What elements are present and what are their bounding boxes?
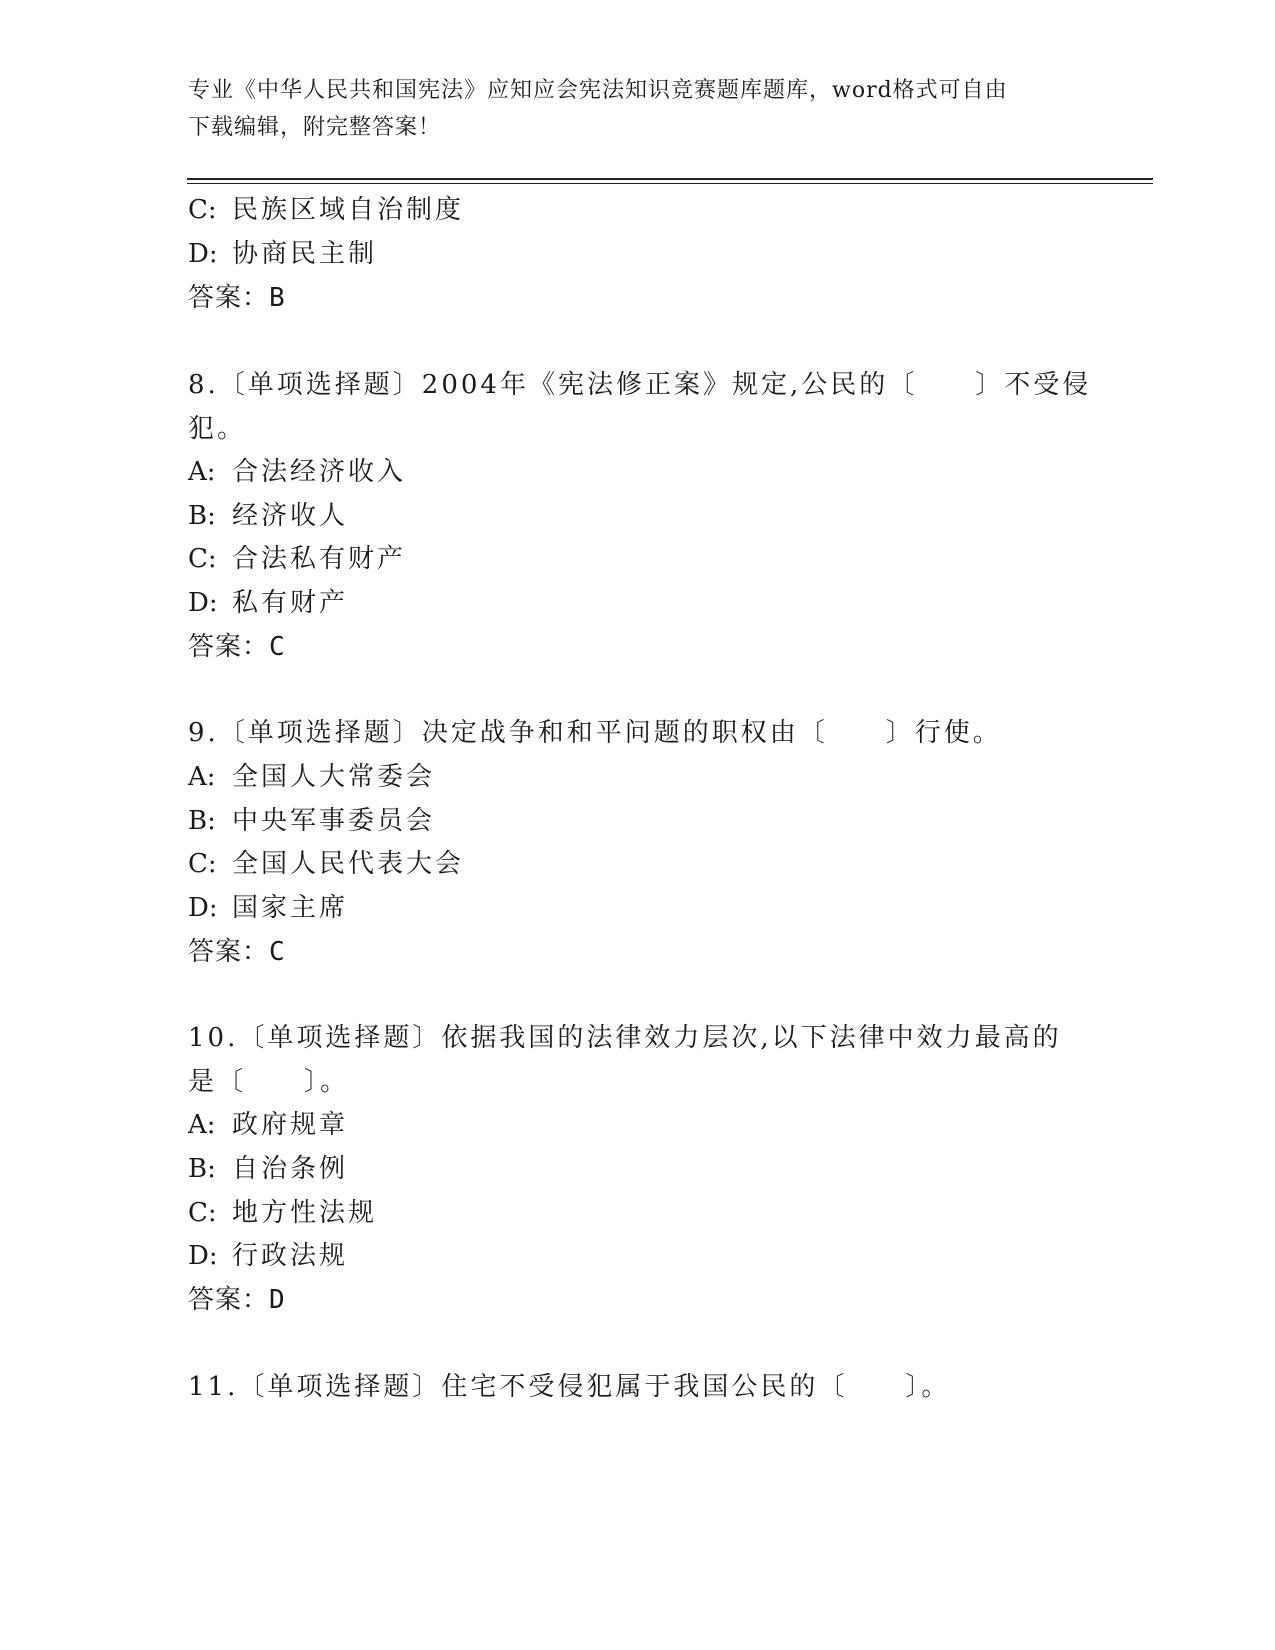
q8-option-b	[188, 500, 348, 532]
q7-answer	[188, 282, 286, 314]
q10-answer	[188, 1284, 286, 1316]
document-header	[188, 72, 1068, 146]
q9-option-c	[188, 848, 464, 880]
q9-answer	[188, 936, 286, 968]
option-text: 政府规章	[232, 1110, 349, 1140]
option-text: 全国人大常委会	[232, 762, 436, 792]
option-text: 行政法规	[232, 1241, 349, 1271]
option-text: 全国人民代表大会	[232, 849, 465, 879]
q8-option-a	[188, 456, 406, 488]
option-label: B:	[188, 1154, 216, 1184]
option-label: D:	[188, 893, 218, 923]
option-label: D:	[188, 1241, 218, 1271]
option-label: C:	[188, 1198, 217, 1228]
q9-option-b	[188, 805, 435, 837]
q10-option-b	[188, 1153, 348, 1185]
answer-label: 答案：	[188, 632, 270, 662]
option-label: B:	[188, 806, 216, 836]
option-text: 自治条例	[232, 1154, 349, 1184]
option-label: B:	[188, 501, 216, 531]
answer-value: D	[269, 1285, 286, 1315]
option-text: 私有财产	[232, 588, 349, 618]
header-divider-thin	[187, 183, 1153, 184]
option-text: 中央军事委员会	[232, 806, 436, 836]
answer-label: 答案：	[188, 283, 270, 313]
q8-option-d	[188, 587, 348, 619]
q9-option-a	[188, 761, 435, 793]
q8-stem-line-1: 8.〔单项选择题〕2004年《宪法修正案》规定,公民的〔 〕不受侵	[188, 370, 1092, 400]
answer-label: 答案：	[188, 1285, 270, 1315]
option-text: 国家主席	[232, 893, 349, 923]
q10-option-d	[188, 1240, 348, 1272]
option-label: A:	[188, 762, 216, 792]
option-text: 合法经济收入	[232, 457, 407, 487]
answer-value: C	[269, 937, 286, 967]
q8-option-c	[188, 543, 406, 575]
q10-stem-line-1: 10.〔单项选择题〕依据我国的法律效力层次,以下法律中效力最高的	[188, 1023, 1062, 1053]
option-text: 地方性法规	[232, 1198, 378, 1228]
answer-value: C	[269, 632, 286, 662]
q11-stem-line-1: 11.〔单项选择题〕住宅不受侵犯属于我国公民的〔 〕。	[188, 1372, 951, 1402]
option-label: A:	[188, 457, 216, 487]
option-text: 协商民主制	[232, 239, 378, 269]
q9-option-d	[188, 892, 348, 924]
q10-option-a	[188, 1109, 348, 1141]
q8-stem-line-2: 犯。	[188, 414, 247, 444]
header-divider-thick	[187, 178, 1153, 180]
option-text: 经济收人	[232, 501, 349, 531]
q10-option-c	[188, 1197, 377, 1229]
option-label: C:	[188, 195, 217, 225]
option-label: C:	[188, 544, 217, 574]
option-label: D:	[188, 239, 218, 269]
q8-answer	[188, 631, 286, 663]
q9-stem-line-1: 9.〔单项选择题〕决定战争和和平问题的职权由〔 〕行使。	[188, 718, 1002, 748]
answer-value: B	[269, 283, 286, 313]
option-label: C:	[188, 849, 217, 879]
q10-stem-line-2: 是〔 〕。	[188, 1067, 350, 1097]
option-text: 民族区域自治制度	[232, 195, 465, 225]
option-text: 合法私有财产	[232, 544, 407, 574]
q7-option-d	[188, 238, 377, 270]
answer-label: 答案：	[188, 937, 270, 967]
header-line-2: 下载编辑，附完整答案！	[188, 115, 442, 140]
q7-option-c	[188, 194, 464, 226]
header-line-1: 专业《中华人民共和国宪法》应知应会宪法知识竞赛题库题库，word格式可自由	[188, 78, 1008, 103]
option-label: A:	[188, 1110, 216, 1140]
option-label: D:	[188, 588, 218, 618]
